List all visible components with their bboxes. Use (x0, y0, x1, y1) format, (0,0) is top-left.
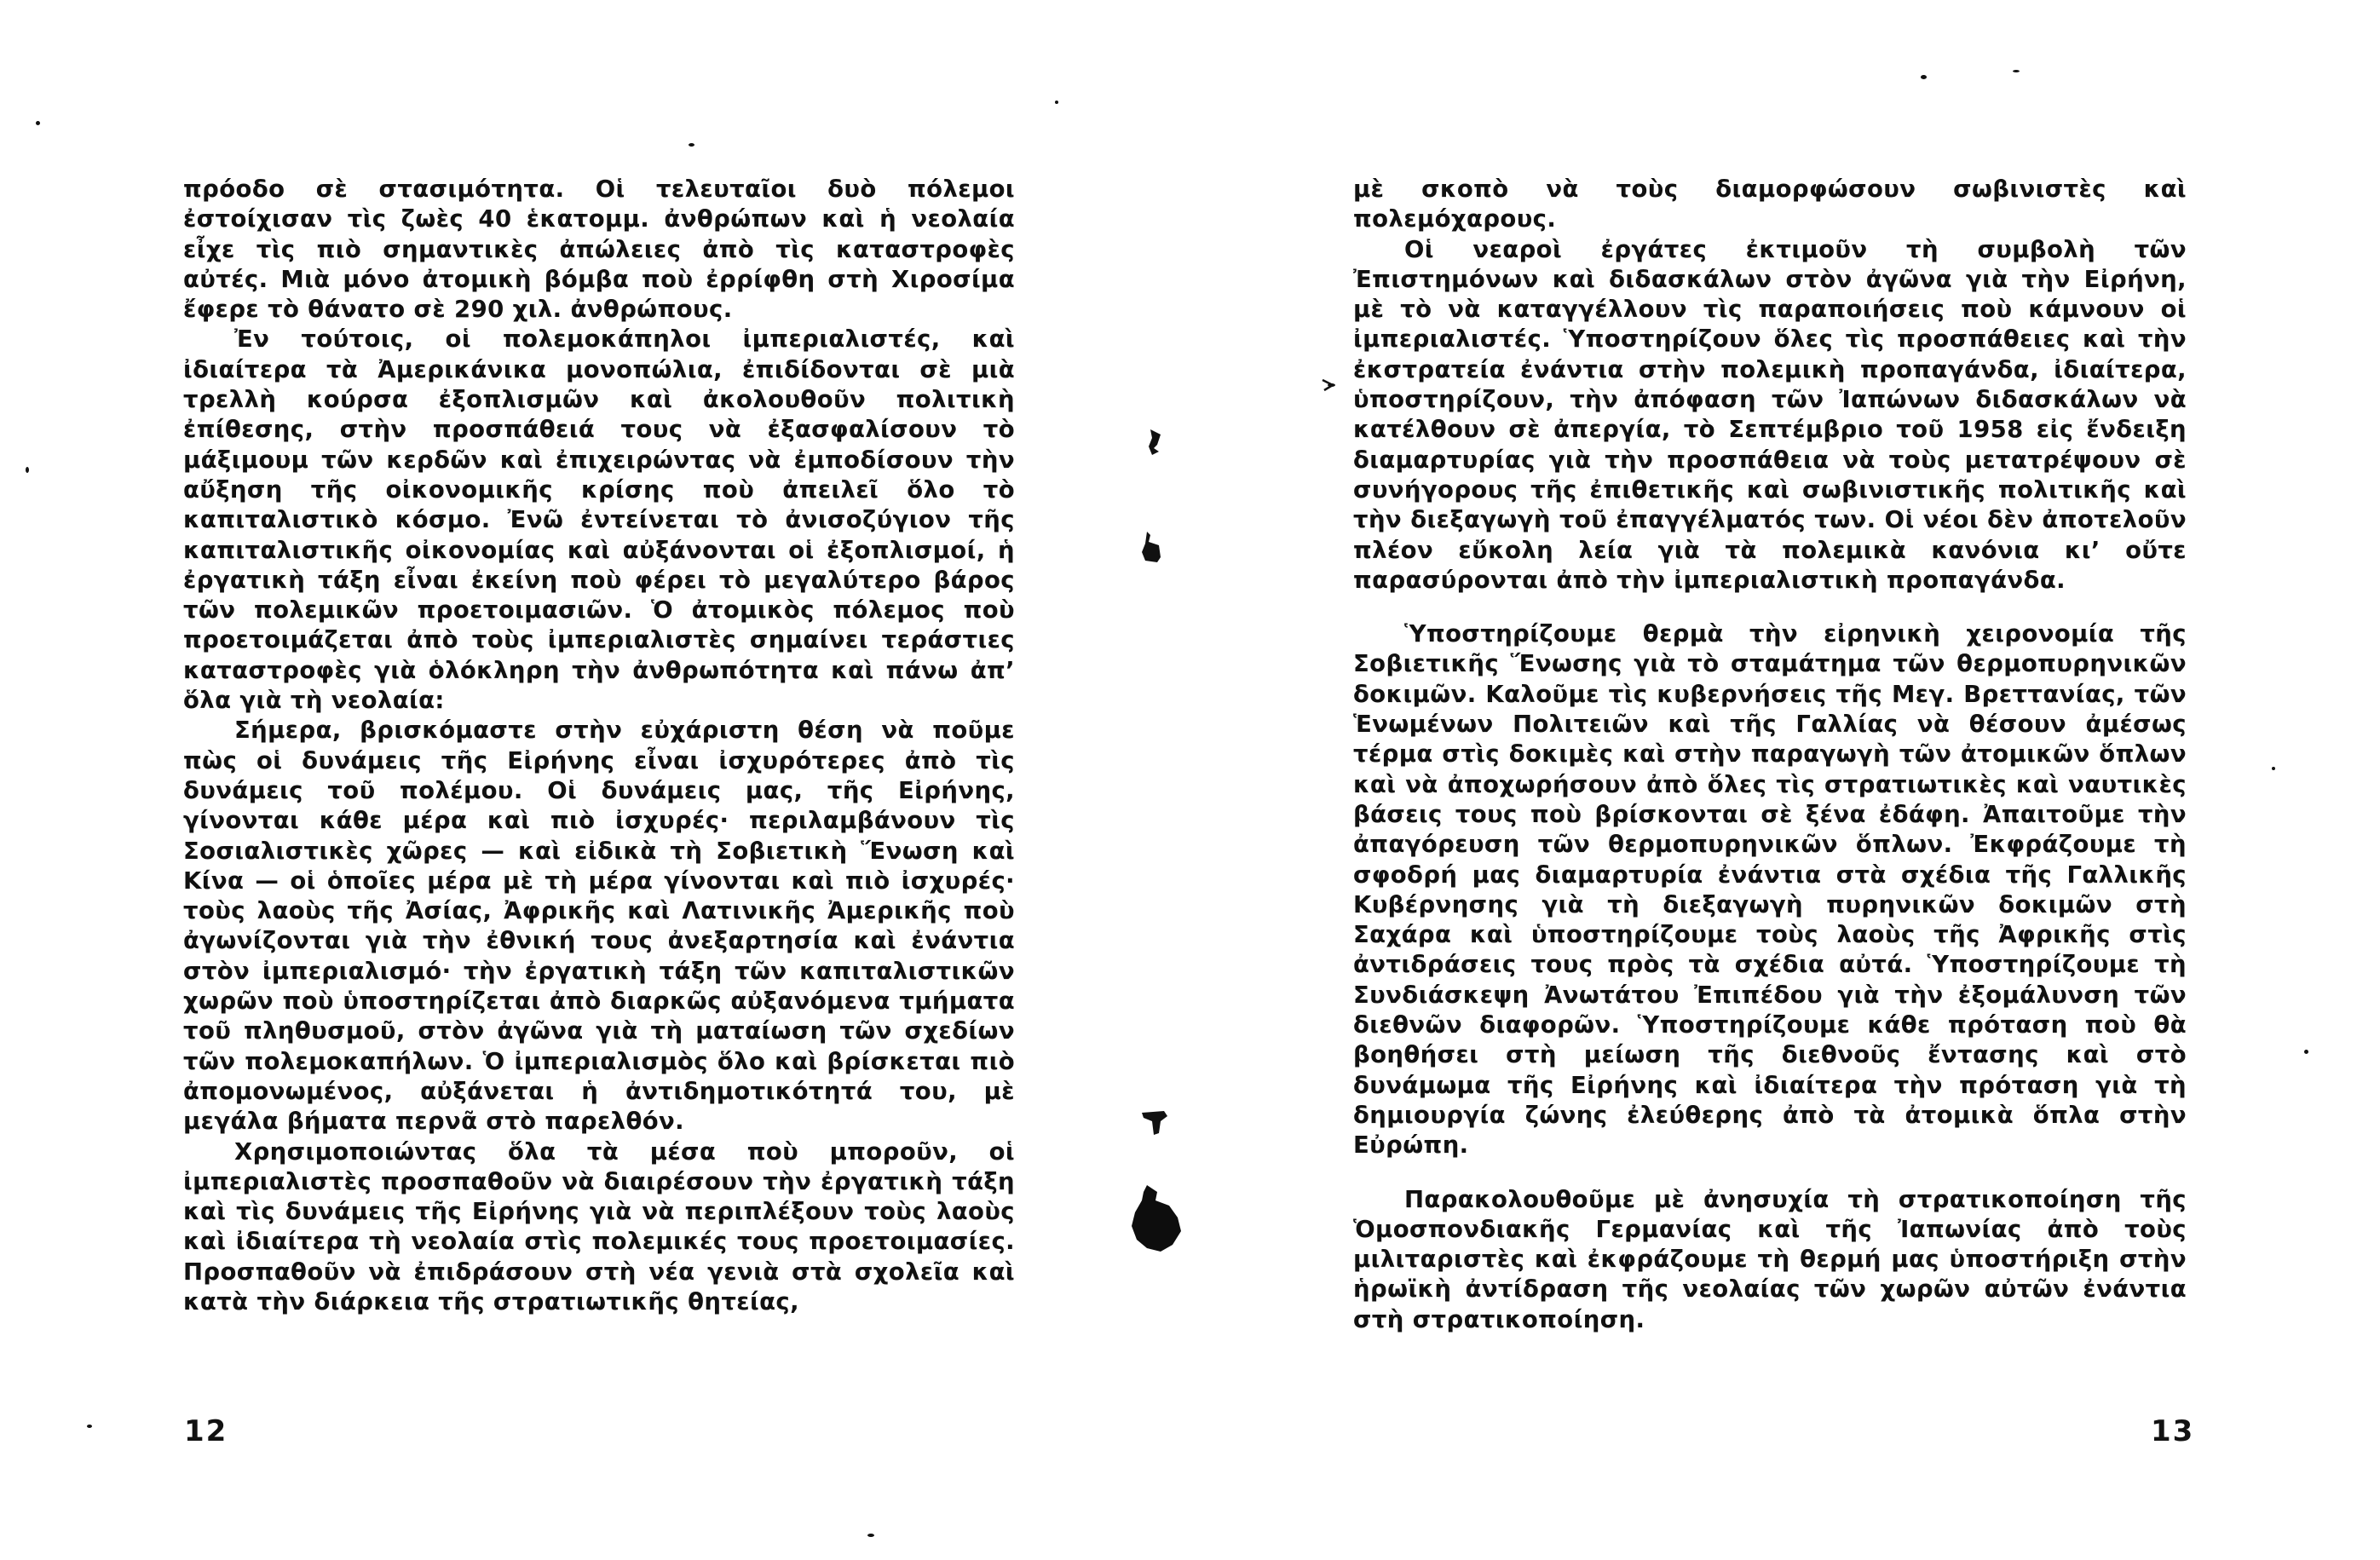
margin-mark (1321, 377, 1346, 394)
scan-speck (2013, 70, 2020, 72)
right-paragraph-2: Οἱ νεαροὶ ἐργάτες ἐκτιμοῦν τὴ συμβολὴ τῶν Ἐπιστημόνων καὶ διδασκάλων στὸν ἀγῶνα γιὰ τὴν Εἰρήνη, μὲ τὸ νὰ καταγγέλλουν τὶς παραποιήσεις ποὺ κάμνουν οἱ ἰμπεριαλιστές. Ὑποστηρίζουν ὅλες τὶς προσπάθειες καὶ τὴν ἐκστρατεία ἐνάντια στὴν πολεμικὴ προπαγάνδα, ἰδιαίτερα, ὑποστηρίζουν, τὴν ἀπόφαση τῶν Ἰαπώνων διδασκάλων νὰ κατέλθουν σὲ ἀπεργία, τὸ Σεπτέμβριο τοῦ 1958 εἰς ἔνδειξη διαμαρτυρίας γιὰ τὴν προσπάθεια νὰ τοὺς μετατρέψουν σὲ συνήγορους τῆς ἐπιθετικῆς καὶ σωβινιστικῆς πολιτικῆς καὶ τὴν διεξαγωγὴ τοῦ ἐπαγγέλματός των. Οἱ νέοι δὲν ἀποτελοῦν πλέον εὔκολη λεία γιὰ τὰ πολεμικὰ κανόνια κι’ οὔτε παρασύρονται ἀπὸ τὴν ἰμπεριαλιστικὴ προπαγάνδα. (1353, 235, 2187, 594)
scan-speck (1921, 75, 1927, 79)
ink-blot (1121, 1180, 1190, 1265)
left-page-number: 12 (184, 1414, 228, 1448)
left-paragraph-1: πρόοδο σὲ στασιμότητα. Οἱ τελευταῖοι δυὸ πόλεμοι ἐστοίχισαν τὶς ζωὲς 40 ἑκατομμ. ἀνθρώπων καὶ ἡ νεολαία εἶχε τὶς πιὸ σημαντικὲς ἀπώλειες ἀπὸ τὶς καταστροφὲς αὐτές. Μιὰ μόνο ἀτομικὴ βόμβα ποὺ ἐρρίφθη στὴ Χιροσίμα ἔφερε τὸ θάνατο σὲ 290 χιλ. ἀνθρώπους. (183, 176, 1015, 324)
scan-speck (689, 143, 694, 147)
left-page-text (183, 175, 1015, 1317)
right-page-text (1353, 175, 2187, 1335)
right-page (1190, 0, 2380, 1560)
scan-speck (1055, 101, 1058, 104)
ink-blot (1133, 528, 1167, 579)
scan-speck (2304, 1050, 2308, 1054)
scan-speck (26, 467, 29, 473)
right-paragraph-3: Ὑποστηρίζουμε θερμὰ τὴν εἰρηνικὴ χειρονομία τῆς Σοβιετικῆς Ἕνωσης γιὰ τὸ σταμάτημα τῶν θερμοπυρηνικῶν δοκιμῶν. Καλοῦμε τὶς κυβερνήσεις τῆς Μεγ. Βρεττανίας, τῶν Ἑνωμένων Πολιτειῶν καὶ τῆς Γαλλίας νὰ θέσουν ἀμέσως τέρμα στὶς δοκιμὲς καὶ στὴν παραγωγὴ τῶν ἀτομικῶν ὅπλων καὶ νὰ ἀποχωρήσουν ἀπὸ ὅλες τὶς στρατιωτικὲς καὶ ναυτικὲς βάσεις τους ποὺ βρίσκονται σὲ ξένα ἐδάφη. Ἀπαιτοῦμε τὴν ἀπαγόρευση τῶν θερμοπυρηνικῶν ὅπλων. Ἐκφράζουμε τὴ σφοδρή μας διαμαρτυρία ἐνάντια στὰ σχέδια τῆς Γαλλικῆς Κυβέρνησης γιὰ τὴ διεξαγωγὴ πυρηνικῶν δοκιμῶν στὴ Σαχάρα καὶ ὑποστηρίζουμε τοὺς λαοὺς τῆς Ἀφρικῆς στὶς ἀντιδράσεις τους πρὸς τὰ σχέδια αὐτά. Ὑποστηρίζουμε τὴ Συνδιάσκεψη Ἀνωτάτου Ἐπιπέδου γιὰ τὴν ἐξομάλυνση τῶν διεθνῶν διαφορῶν. Ὑποστηρίζουμε κάθε πρόταση ποὺ θὰ βοηθήσει στὴ μείωση τῆς διεθνοῦς ἔντασης καὶ στὸ δυνάμωμα τῆς Εἰρήνης καὶ ἰδιαίτερα τὴν πρόταση γιὰ τὴ δημιουργία ζώνης ἐλεύθερης ἀπὸ τὰ ἀτομικὰ ὅπλα στὴν Εὐρώπη. (1353, 620, 2187, 1160)
scan-speck (867, 1534, 874, 1537)
left-paragraph-4: Χρησιμοποιώντας ὅλα τὰ μέσα ποὺ μποροῦν, οἱ ἰμπεριαλιστὲς προσπαθοῦν νὰ διαιρέσουν τὴν ἐργατικὴ τάξη καὶ τὶς δυνάμεις τῆς Εἰρήνης γιὰ νὰ περιπλέξουν τοὺς λαοὺς καὶ ἰδιαίτερα τὴ νεολαία στὶς πολεμικές τους προετοιμασίες. Προσπαθοῦν νὰ ἐπιδράσουν στὴ νέα γενιὰ στὰ σχολεῖα καὶ κατὰ τὴν διάρκεια τῆς στρατιωτικῆς θητείας, (183, 1137, 1015, 1315)
ink-blot (1138, 426, 1173, 477)
right-paragraph-4: Παρακολουθοῦμε μὲ ἀνησυχία τὴ στρατικοποίηση τῆς Ὁμοσπονδιακῆς Γερμανίας καὶ τῆς Ἰαπωνίας ἀπὸ τοὺς μιλιταριστὲς καὶ ἐκφράζουμε τὴ θερμή μας ὑποστήριξη στὴν ἡρωϊκὴ ἀντίδραση τῆς νεολαίας τῶν χωρῶν αὐτῶν ἐνάντια στὴ στρατικοποίηση. (1353, 1185, 2187, 1333)
scan-speck (87, 1425, 92, 1428)
right-paragraph-1: μὲ σκοπὸ νὰ τοὺς διαμορφώσουν σωβινιστὲς καὶ πολεμόχαρους. (1353, 176, 2187, 233)
scan-speck (2272, 767, 2275, 770)
ink-blot (1138, 1108, 1173, 1150)
left-paragraph-2: Ἐν τούτοις, οἱ πολεμοκάπηλοι ἰμπεριαλιστές, καὶ ἰδιαίτερα τὰ Ἀμερικάνικα μονοπώλια, ἐπιδίδονται σὲ μιὰ τρελλὴ κούρσα ἐξοπλισμῶν καὶ ἀκολουθοῦν πολιτικὴ ἐπίθεσης, στὴν προσπάθειά τους νὰ ἐξασφαλίσουν τὸ μάξιμουμ τῶν κερδῶν καὶ ἐπιχειρώντας νὰ ἐμποδίσουν τὴν αὔξηση τῆς οἰκονομικῆς κρίσης ποὺ ἀπειλεῖ ὅλο τὸ καπιταλιστικὸ κόσμο. Ἐνῶ ἐντείνεται τὸ ἀνισοζύγιον τῆς καπιταλιστικῆς οἰκονομίας καὶ αὐξάνονται οἱ ἐξοπλισμοί, ἡ ἐργατικὴ τάξη εἶναι ἐκείνη ποὺ φέρει τὸ μεγαλύτερο βάρος τῶν πολεμικῶν προετοιμασιῶν. Ὁ ἀτομικὸς πόλεμος ποὺ προετοιμάζεται ἀπὸ τοὺς ἰμπεριαλιστὲς σημαίνει τεράστιες καταστροφὲς γιὰ ὁλόκληρη τὴν ἀνθρωπότητα καὶ πάνω ἀπ’ ὅλα γιὰ τὴ νεολαία: (183, 325, 1015, 715)
scan-speck (36, 121, 40, 125)
right-page-number: 13 (2151, 1414, 2195, 1448)
left-paragraph-3: Σήμερα, βρισκόμαστε στὴν εὐχάριστη θέση νὰ ποῦμε πὼς οἱ δυνάμεις τῆς Εἰρήνης εἶναι ἰσχυρότερες ἀπὸ τὶς δυνάμεις τοῦ πολέμου. Οἱ δυνάμεις μας, τῆς Εἰρήνης, γίνονται κάθε μέρα καὶ πιὸ ἰσχυρές· περιλαμβάνουν τὶς Σοσιαλιστικὲς χῶρες — καὶ εἰδικὰ τὴ Σοβιετικὴ Ἕνωση καὶ Κίνα — οἱ ὁποῖες μέρα μὲ τὴ μέρα γίνονται καὶ πιὸ ἰσχυρές· τοὺς λαοὺς τῆς Ἀσίας, Ἀφρικῆς καὶ Λατινικῆς Ἀμερικῆς ποὺ ἀγωνίζονται γιὰ τὴν ἐθνική τους ἀνεξαρτησία καὶ ἐνάντια στὸν ἰμπεριαλισμό· τὴν ἐργατικὴ τάξη τῶν καπιταλιστικῶν χωρῶν ποὺ ὑποστηρίζεται ἀπὸ διαρκῶς αὐξανόμενα τμήματα τοῦ πληθυσμοῦ, στὸν ἀγῶνα γιὰ τὴ ματαίωση τῶν σχεδίων τῶν πολεμοκαπήλων. Ὁ ἰμπεριαλισμὸς ὅλο καὶ βρίσκεται πιὸ ἀπομονωμένος, αὐξάνεται ἡ ἀντιδημοτικότητά του, μὲ μεγάλα βήματα περνᾶ στὸ παρελθόν. (183, 717, 1015, 1136)
